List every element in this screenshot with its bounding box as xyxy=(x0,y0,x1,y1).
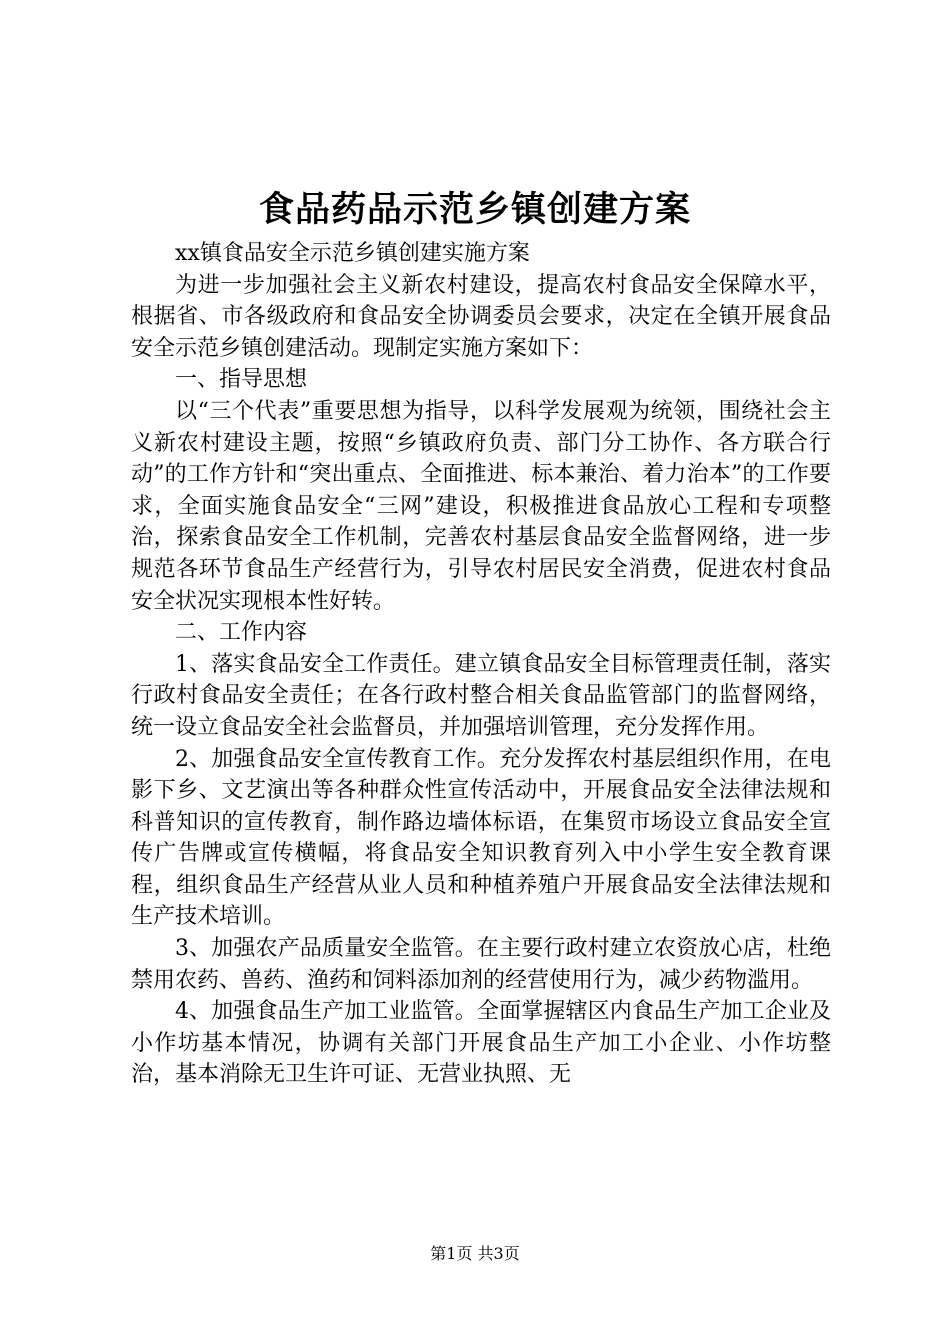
work-item-4-paragraph: 4、加强食品生产加工业监管。全面掌握辖区内食品生产加工企业及小作坊基本情况，协调有关部门开展食品生产加工小企业、小作坊整治，基本消除无卫生许可证、无营业执照、无 xyxy=(131,999,831,1088)
subtitle-paragraph: xx镇食品安全示范乡镇创建实施方案 xyxy=(175,241,530,266)
guiding-thought-paragraph: 以“三个代表”重要思想为指导，以科学发展观为统领，围绕社会主义新农村建设主题，按照“乡镇政府负责、部门分工协作、各方联合行动”的工作方针和“突出重点、全面推进、标本兼治、着力治本”的工作要求，全面实施食品安全“三网”建设，积极推进食品放心工程和专项整治，探索食品安全工作机制，完善农村基层食品安全监督网络，进一步规范各环节食品生产经营行为，引导农村居民安全消费，促进农村食品安全状况实现根本性好转。 xyxy=(131,398,831,614)
work-item-3-paragraph: 3、加强农产品质量安全监管。在主要行政村建立农资放心店，杜绝禁用农药、兽药、渔药和饲料添加剂的经营使用行为，减少药物滥用。 xyxy=(131,936,831,993)
document-title: 食品药品示范乡镇创建方案 xyxy=(258,189,691,230)
page-number-footer: 第1页 共3页 xyxy=(430,1244,520,1263)
document-body xyxy=(131,238,831,1091)
section-heading-work-content: 二、工作内容 xyxy=(175,620,308,646)
intro-paragraph: 为进一步加强社会主义新农村建设，提高农村食品安全保障水平，根据省、市各级政府和食品安全协调委员会要求，决定在全镇开展食品安全示范乡镇创建活动。现制定实施方案如下： xyxy=(131,272,831,361)
work-item-2-paragraph: 2、加强食品安全宣传教育工作。充分发挥农村基层组织作用，在电影下乡、文艺演出等各种群众性宣传活动中，开展食品安全法律法规和科普知识的宣传教育，制作路边墙体标语，在集贸市场设立食品安全宣传广告牌或宣传横幅，将食品安全知识教育列入中小学生安全教育课程，组织食品生产经营从业人员和种植养殖户开展食品安全法律法规和生产技术培训。 xyxy=(131,746,831,930)
section-heading-guiding-thought: 一、指导思想 xyxy=(175,367,308,393)
work-item-1-paragraph: 1、落实食品安全工作责任。建立镇食品安全目标管理责任制，落实行政村食品安全责任；在各行政村整合相关食品监管部门的监督网络，统一设立食品安全社会监督员，并加强培训管理，充分发挥作用。 xyxy=(131,651,831,740)
